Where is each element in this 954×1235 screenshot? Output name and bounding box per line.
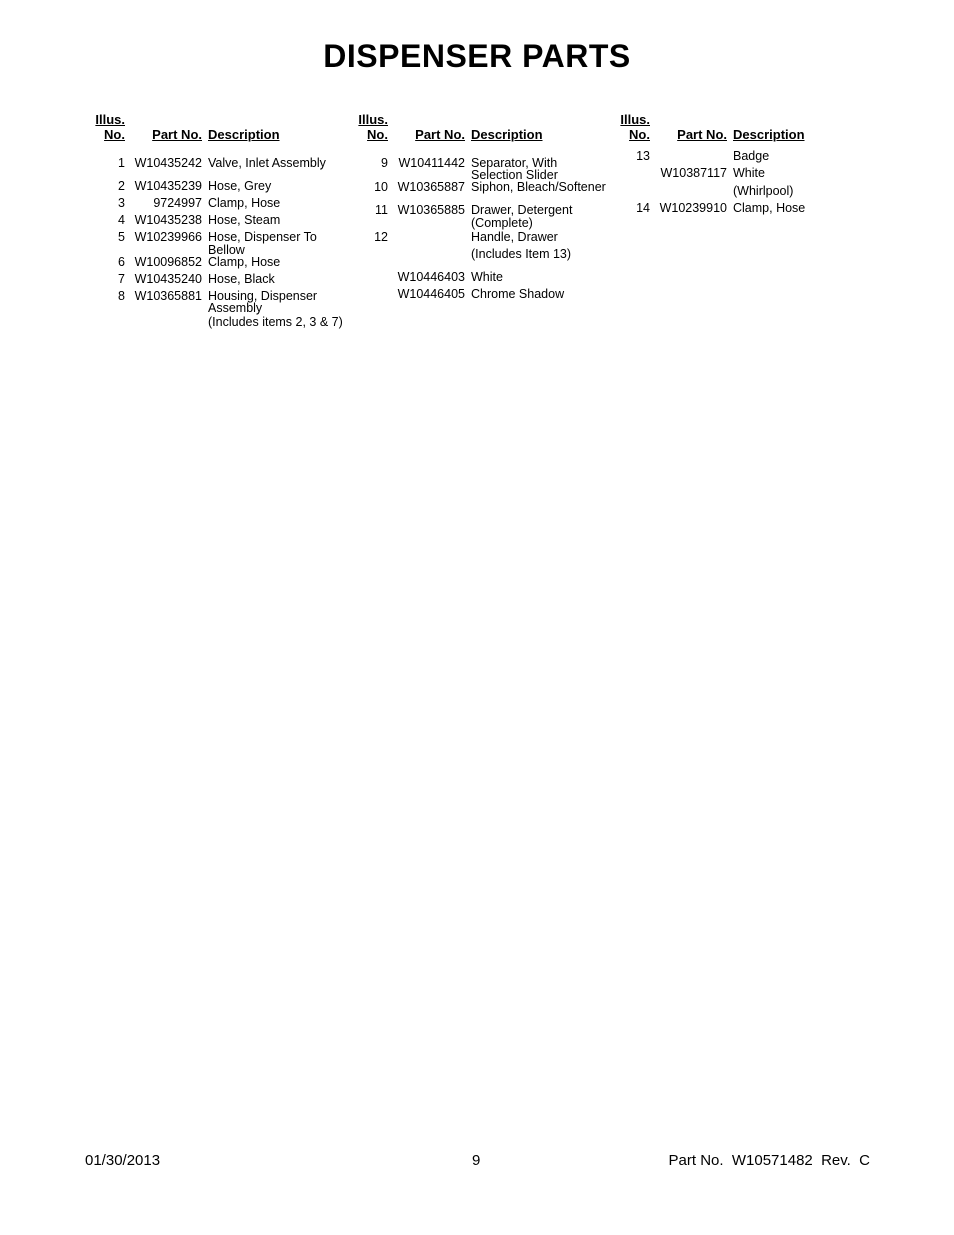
part-number: W10239910 bbox=[659, 201, 727, 215]
illus-number: 12 bbox=[374, 230, 388, 244]
footer-part-number: Part No. W10571482 Rev. C bbox=[668, 1152, 870, 1169]
part-description: Valve, Inlet Assembly bbox=[208, 156, 326, 170]
illus-number: 10 bbox=[374, 180, 388, 194]
part-description: (Whirlpool) bbox=[733, 184, 794, 198]
part-number: W10365885 bbox=[397, 203, 465, 217]
part-description: Bellow bbox=[208, 243, 245, 257]
footer-date: 01/30/2013 bbox=[85, 1152, 161, 1169]
illus-number: 6 bbox=[118, 255, 125, 269]
part-description: Siphon, Bleach/Softener bbox=[471, 180, 606, 194]
part-description: Selection Slider bbox=[471, 168, 558, 182]
part-number: W10435240 bbox=[134, 272, 202, 286]
description-header: Description bbox=[471, 127, 543, 142]
part-number: W10365881 bbox=[134, 289, 202, 303]
part-description: Drawer, Detergent bbox=[471, 203, 573, 217]
part-description: Clamp, Hose bbox=[208, 196, 281, 210]
part-description: Separator, With bbox=[471, 156, 558, 170]
part-description: Hose, Steam bbox=[208, 213, 281, 227]
part-description: Hose, Black bbox=[208, 272, 275, 286]
part-description: Assembly bbox=[208, 301, 263, 315]
part-description: (Complete) bbox=[471, 216, 533, 230]
part-number: W10096852 bbox=[134, 255, 202, 269]
part-number: W10387117 bbox=[660, 166, 727, 180]
part-number: W10365887 bbox=[397, 180, 465, 194]
part-description: White bbox=[471, 270, 503, 284]
illus-number: 8 bbox=[118, 289, 125, 303]
part-description: Hose, Grey bbox=[208, 179, 272, 193]
illus-number: 7 bbox=[118, 272, 125, 286]
part-number: W10239966 bbox=[134, 230, 202, 244]
page-title: DISPENSER PARTS bbox=[323, 38, 631, 74]
illus-number: 14 bbox=[636, 201, 650, 215]
illus-number: 9 bbox=[381, 156, 388, 170]
part-description: Hose, Dispenser To bbox=[208, 230, 317, 244]
part-description: Clamp, Hose bbox=[208, 255, 281, 269]
illus-header: Illus. bbox=[620, 112, 650, 127]
part-number: W10446405 bbox=[397, 287, 465, 301]
part-number: W10446403 bbox=[397, 270, 465, 284]
part-description: Badge bbox=[733, 149, 770, 163]
illus-header: Illus. bbox=[95, 112, 125, 127]
description-header: Description bbox=[733, 127, 805, 142]
footer-page-number: 9 bbox=[472, 1152, 481, 1169]
illus-number: 5 bbox=[118, 230, 125, 244]
part-number: W10435238 bbox=[134, 213, 202, 227]
part-description: Handle, Drawer bbox=[471, 230, 558, 244]
part-description: (Includes Item 13) bbox=[471, 247, 572, 261]
part-description: (Includes items 2, 3 & 7) bbox=[208, 315, 343, 329]
description-header: Description bbox=[208, 127, 280, 142]
illus-number: 4 bbox=[118, 213, 125, 227]
part-no-header: Part No. bbox=[152, 127, 202, 142]
part-number: W10411442 bbox=[398, 156, 465, 170]
illus-number: 2 bbox=[118, 179, 125, 193]
illus-number: 3 bbox=[118, 196, 125, 210]
part-number: W10435242 bbox=[134, 156, 202, 170]
part-description: Clamp, Hose bbox=[733, 201, 806, 215]
part-number: W10435239 bbox=[134, 179, 202, 193]
part-no-header: Part No. bbox=[415, 127, 465, 142]
part-description: Housing, Dispenser bbox=[208, 289, 318, 303]
part-no-header: Part No. bbox=[677, 127, 727, 142]
illus-no-header: No. bbox=[629, 127, 650, 142]
part-number: 9724997 bbox=[153, 196, 202, 210]
part-description: Chrome Shadow bbox=[471, 287, 565, 301]
illus-no-header: No. bbox=[367, 127, 388, 142]
part-description: White bbox=[733, 166, 765, 180]
illus-number: 1 bbox=[118, 156, 125, 170]
illus-header: Illus. bbox=[358, 112, 388, 127]
illus-no-header: No. bbox=[104, 127, 125, 142]
illus-number: 13 bbox=[636, 149, 650, 163]
illus-number: 11 bbox=[375, 203, 388, 217]
